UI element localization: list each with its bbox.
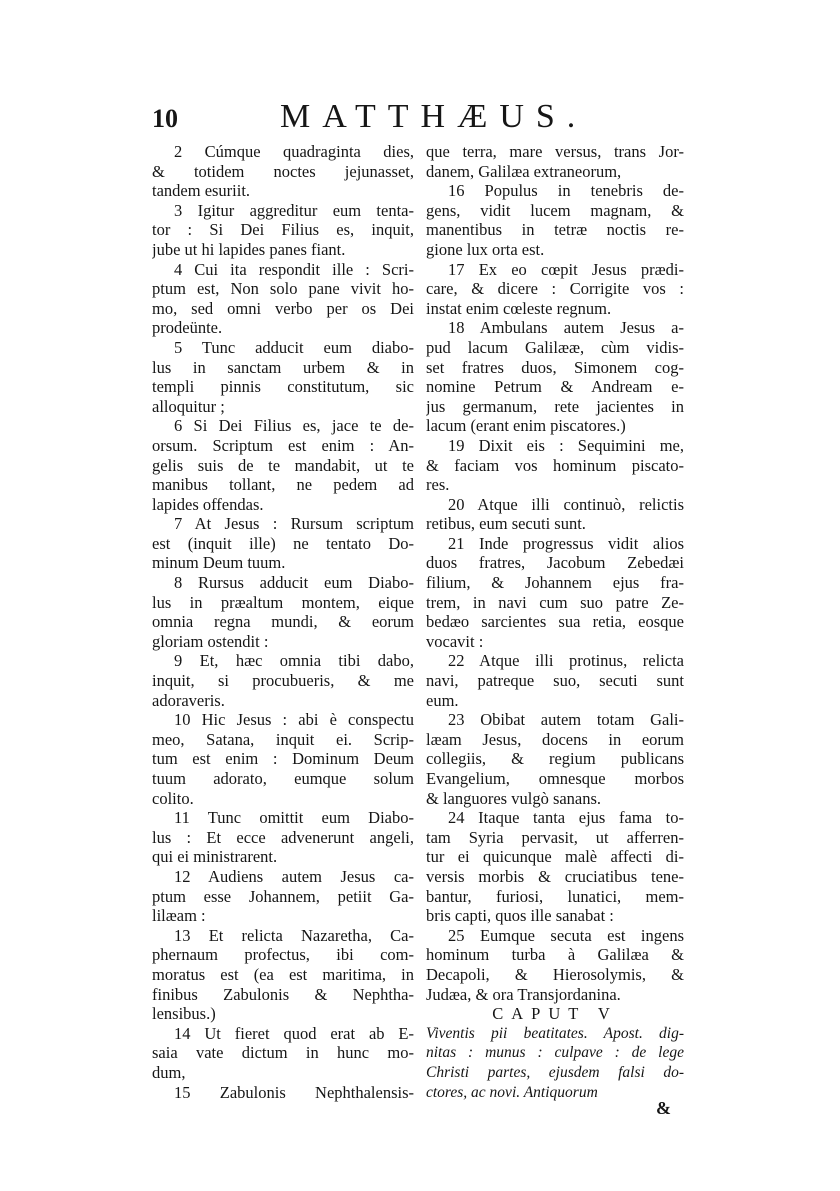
text-line: navi, patreque suo, secuti sunt bbox=[426, 671, 684, 691]
text-line: orsum. Scriptum est enim : An- bbox=[152, 435, 414, 455]
running-title: MATTHÆUS. bbox=[280, 98, 588, 135]
text-line: Evangelium, omnesque morbos bbox=[426, 769, 684, 788]
chapter-summary-line: nitas : munus : culpave : de lege bbox=[426, 1044, 684, 1062]
text-line: manentibus in tetræ noctis re- bbox=[426, 220, 684, 240]
text-line: duos fratres, Jacobum Zebedæi bbox=[426, 553, 684, 573]
chapter-heading: CAPUT V bbox=[492, 1004, 618, 1024]
text-line: care, & dicere : Corrigite vos : bbox=[426, 279, 684, 299]
text-line: lapides offendas. bbox=[152, 494, 264, 514]
text-line: nomine Petrum & Andream e- bbox=[426, 377, 684, 397]
text-line: vocavit : bbox=[426, 631, 484, 651]
text-line: jube ut hi lapides panes fiant. bbox=[152, 239, 346, 259]
text-line: 23 Obibat autem totam Gali- bbox=[448, 710, 684, 730]
text-line: gens, vidit lucem magnam, & bbox=[426, 200, 684, 220]
text-line: gelis suis de te mandabit, ut te bbox=[152, 455, 414, 475]
text-line: alloquitur ; bbox=[152, 396, 225, 416]
text-line: pud lacum Galilææ, cùm vidis- bbox=[426, 337, 684, 357]
text-line: collegiis, & regium publicans bbox=[426, 749, 684, 769]
text-line: tor : Si Dei Filius es, inquit, bbox=[152, 220, 414, 240]
text-line: saia vate dictum in hunc mo- bbox=[152, 1043, 414, 1063]
text-line: 12 Audiens autem Jesus ca- bbox=[174, 866, 414, 886]
text-line: 18 Ambulans autem Jesus a- bbox=[448, 318, 684, 338]
text-line: minum Deum tuum. bbox=[152, 553, 286, 573]
text-line: 17 Ex eo cœpit Jesus prædi- bbox=[448, 259, 684, 279]
right-text-column bbox=[426, 142, 684, 1102]
text-line: 20 Atque illi continuò, relictis bbox=[448, 494, 684, 514]
text-line: est (inquit ille) ne tentato Do- bbox=[152, 533, 414, 553]
text-line: phernaum profectus, ibi com- bbox=[152, 945, 414, 965]
text-line: 14 Ut fieret quod erat ab E- bbox=[174, 1023, 414, 1043]
text-line: tur ei quicunque malè affecti di- bbox=[426, 847, 684, 867]
text-line: res. bbox=[426, 475, 450, 495]
text-line: 16 Populus in tenebris de- bbox=[448, 181, 684, 201]
text-line: retibus, eum secuti sunt. bbox=[426, 514, 586, 534]
text-line: manibus tollant, ne pedem ad bbox=[152, 475, 414, 495]
text-line: inquit, si procubueris, & me bbox=[152, 671, 414, 691]
text-line: gione lux orta est. bbox=[426, 239, 545, 259]
text-line: omnia regna mundi, & eorum bbox=[152, 612, 414, 632]
chapter-summary-line: Viventis pii beatitates. Apost. dig- bbox=[426, 1024, 684, 1042]
text-line: 9 Et, hæc omnia tibi dabo, bbox=[174, 651, 414, 671]
text-line: set fratres duos, Simonem cog- bbox=[426, 357, 684, 377]
text-line: meo, Satana, inquit ei. Scrip- bbox=[152, 729, 414, 749]
text-line: lensibus.) bbox=[152, 1004, 216, 1024]
catchword: & bbox=[656, 1098, 671, 1118]
text-line: bedæo sarcientes sua retia, eosque bbox=[426, 612, 684, 632]
text-line: danem, Galilæa extraneorum, bbox=[426, 161, 622, 181]
text-line: 5 Tunc adducit eum diabo- bbox=[174, 337, 414, 357]
text-line: 2 Cúmque quadraginta dies, bbox=[174, 142, 414, 161]
text-line: & totidem noctes jejunasset, bbox=[152, 161, 414, 181]
text-line: finibus Zabulonis & Nephtha- bbox=[152, 984, 414, 1004]
text-line: qui ei ministrarent. bbox=[152, 847, 278, 867]
text-line: 10 Hic Jesus : abi è conspectu bbox=[174, 710, 414, 730]
text-line: 6 Si Dei Filius es, jace te de- bbox=[174, 416, 414, 436]
text-line: bris capti, quos ille sanabat : bbox=[426, 906, 614, 926]
text-line: 4 Cui ita respondit ille : Scri- bbox=[174, 259, 414, 279]
text-line: jus germanum, rete jacientes in bbox=[426, 396, 684, 416]
chapter-summary-line: ctores, ac novi. Antiquorum bbox=[426, 1083, 598, 1101]
text-line: 15 Zabulonis Nephthalensis- bbox=[174, 1082, 414, 1102]
text-line: læam Jesus, docens in eorum bbox=[426, 729, 684, 749]
text-line: hominum turba à Galilæa & bbox=[426, 945, 684, 965]
text-line: 3 Igitur aggreditur eum tenta- bbox=[174, 200, 414, 220]
text-line: tam Syria pervasit, ut afferren- bbox=[426, 827, 684, 847]
text-line: gloriam ostendit : bbox=[152, 631, 269, 651]
text-line: ptum est, Non solo pane vivit ho- bbox=[152, 279, 414, 299]
text-line: ptum esse Johannem, petiit Ga- bbox=[152, 886, 414, 906]
text-line: lilæam : bbox=[152, 906, 206, 926]
text-line: lus : Et ecce advenerunt angeli, bbox=[152, 827, 414, 847]
text-line: que terra, mare versus, trans Jor- bbox=[426, 142, 684, 161]
text-line: prodeünte. bbox=[152, 318, 223, 338]
text-line: dum, bbox=[152, 1062, 186, 1082]
text-line: 21 Inde progressus vidit alios bbox=[448, 533, 684, 553]
text-line: 24 Itaque tanta ejus fama to- bbox=[448, 808, 684, 828]
text-line: tandem esuriit. bbox=[152, 181, 251, 201]
text-line: colito. bbox=[152, 788, 194, 808]
text-line: 22 Atque illi protinus, relicta bbox=[448, 651, 684, 671]
text-line: tuum adorato, eumque solum bbox=[152, 769, 414, 788]
text-line: lacum (erant enim piscatores.) bbox=[426, 416, 626, 436]
text-line: moratus est (ea est maritima, in bbox=[152, 964, 414, 984]
text-line: templi pinnis constitutum, sic bbox=[152, 377, 414, 397]
text-line: lus in præaltum montem, eique bbox=[152, 592, 414, 612]
chapter-summary-line: Christi partes, ejusdem falsi do- bbox=[426, 1063, 684, 1081]
text-line: trem, in navi cum suo patre Ze- bbox=[426, 592, 684, 612]
text-line: mo, sed omni verbo per os Dei bbox=[152, 298, 414, 318]
text-line: bantur, furiosi, lunatici, mem- bbox=[426, 886, 684, 906]
text-line: 8 Rursus adducit eum Diabo- bbox=[174, 573, 414, 593]
text-line: lus in sanctam urbem & in bbox=[152, 357, 414, 377]
text-line: adoraveris. bbox=[152, 690, 225, 710]
text-line: tum est enim : Dominum Deum bbox=[152, 749, 414, 769]
text-line: eum. bbox=[426, 690, 459, 710]
text-line: & languores vulgò sanans. bbox=[426, 788, 602, 808]
text-line: & faciam vos hominum piscato- bbox=[426, 455, 684, 475]
text-line: 19 Dixit eis : Sequimini me, bbox=[448, 435, 684, 455]
text-line: Judæa, & ora Transjordanina. bbox=[426, 984, 621, 1004]
text-line: filium, & Johannem ejus fra- bbox=[426, 573, 684, 593]
text-line: 11 Tunc omittit eum Diabo- bbox=[174, 808, 414, 828]
text-line: 13 Et relicta Nazaretha, Ca- bbox=[174, 925, 414, 945]
text-line: 25 Eumque secuta est ingens bbox=[448, 925, 684, 945]
left-text-column bbox=[152, 142, 414, 1102]
text-line: 7 At Jesus : Rursum scriptum bbox=[174, 514, 414, 534]
page-number: 10 bbox=[152, 104, 178, 133]
text-line: Decapoli, & Hierosolymis, & bbox=[426, 964, 684, 984]
text-line: versis morbis & cruciatibus tene- bbox=[426, 866, 684, 886]
text-line: instat enim cœleste regnum. bbox=[426, 298, 612, 318]
